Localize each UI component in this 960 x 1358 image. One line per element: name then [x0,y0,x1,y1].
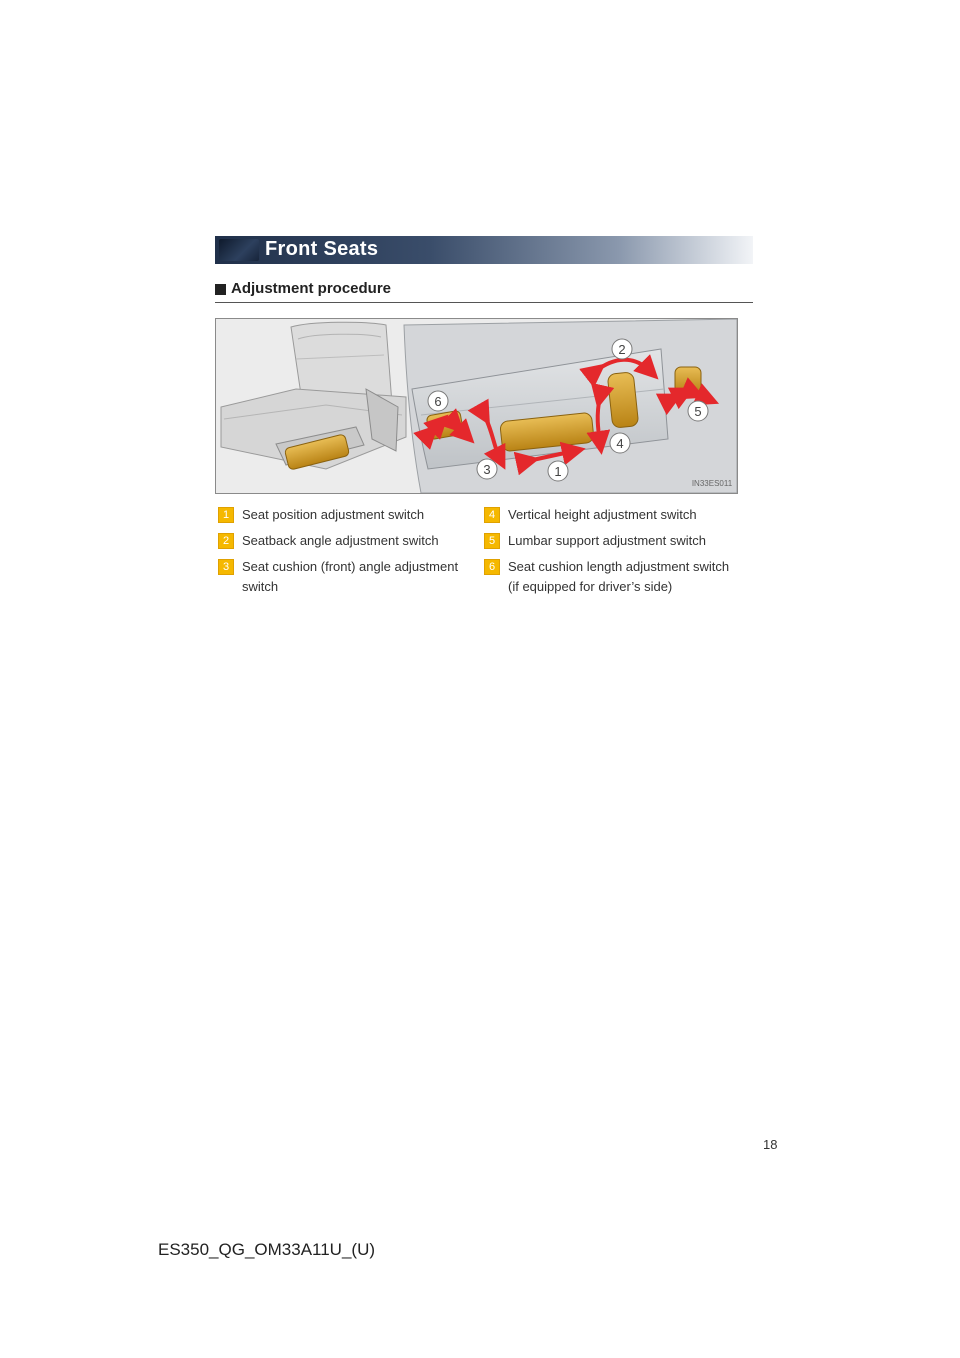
legend-text: Vertical height adjustment switch [508,507,697,522]
legend-text: Seat position adjustment switch [242,507,425,522]
callout-marker-2 [612,339,632,359]
callout-marker-1 [548,461,568,481]
callout-label-6: 6 [434,394,442,409]
callout-label-5: 5 [694,404,702,419]
legend-text: Seat cushion length adjustment switch (if equipped for driver’s side) [508,559,730,594]
legend-number-badge: 2 [218,533,234,549]
seat-switch-illustration [215,318,738,494]
bullet-square-icon [215,284,226,295]
illustration-code: IN33ES011 [691,479,733,488]
callout-marker-5 [688,401,708,421]
legend-text: Lumbar support adjustment switch [508,533,706,548]
footer-document-code: ES350_QG_OM33A11U_(U) [158,1240,376,1259]
callout-label-1: 1 [554,464,562,479]
subsection-heading-text: Adjustment procedure [231,280,392,297]
switch-panel-graphic [404,319,737,493]
title-swatch [219,239,259,261]
callout-label-3: 3 [483,462,491,477]
page-title: Front Seats [265,238,379,260]
legend-number-badge: 6 [484,559,500,575]
legend-number-badge: 3 [218,559,234,575]
legend-number-badge: 4 [484,507,500,523]
legend-text: Seat cushion (front) angle adjustment switch [242,559,459,594]
callout-marker-4 [610,433,630,453]
callout-label-4: 4 [616,436,624,451]
callout-label-2: 2 [618,342,626,357]
page-number: 18 [763,1137,778,1152]
callout-marker-6 [428,391,448,411]
callout-marker-3 [477,459,497,479]
legend-number-badge: 5 [484,533,500,549]
legend-number-badge: 1 [218,507,234,523]
legend-text: Seatback angle adjustment switch [242,533,439,548]
subsection-heading [215,280,753,303]
section-title-bar [215,236,753,264]
